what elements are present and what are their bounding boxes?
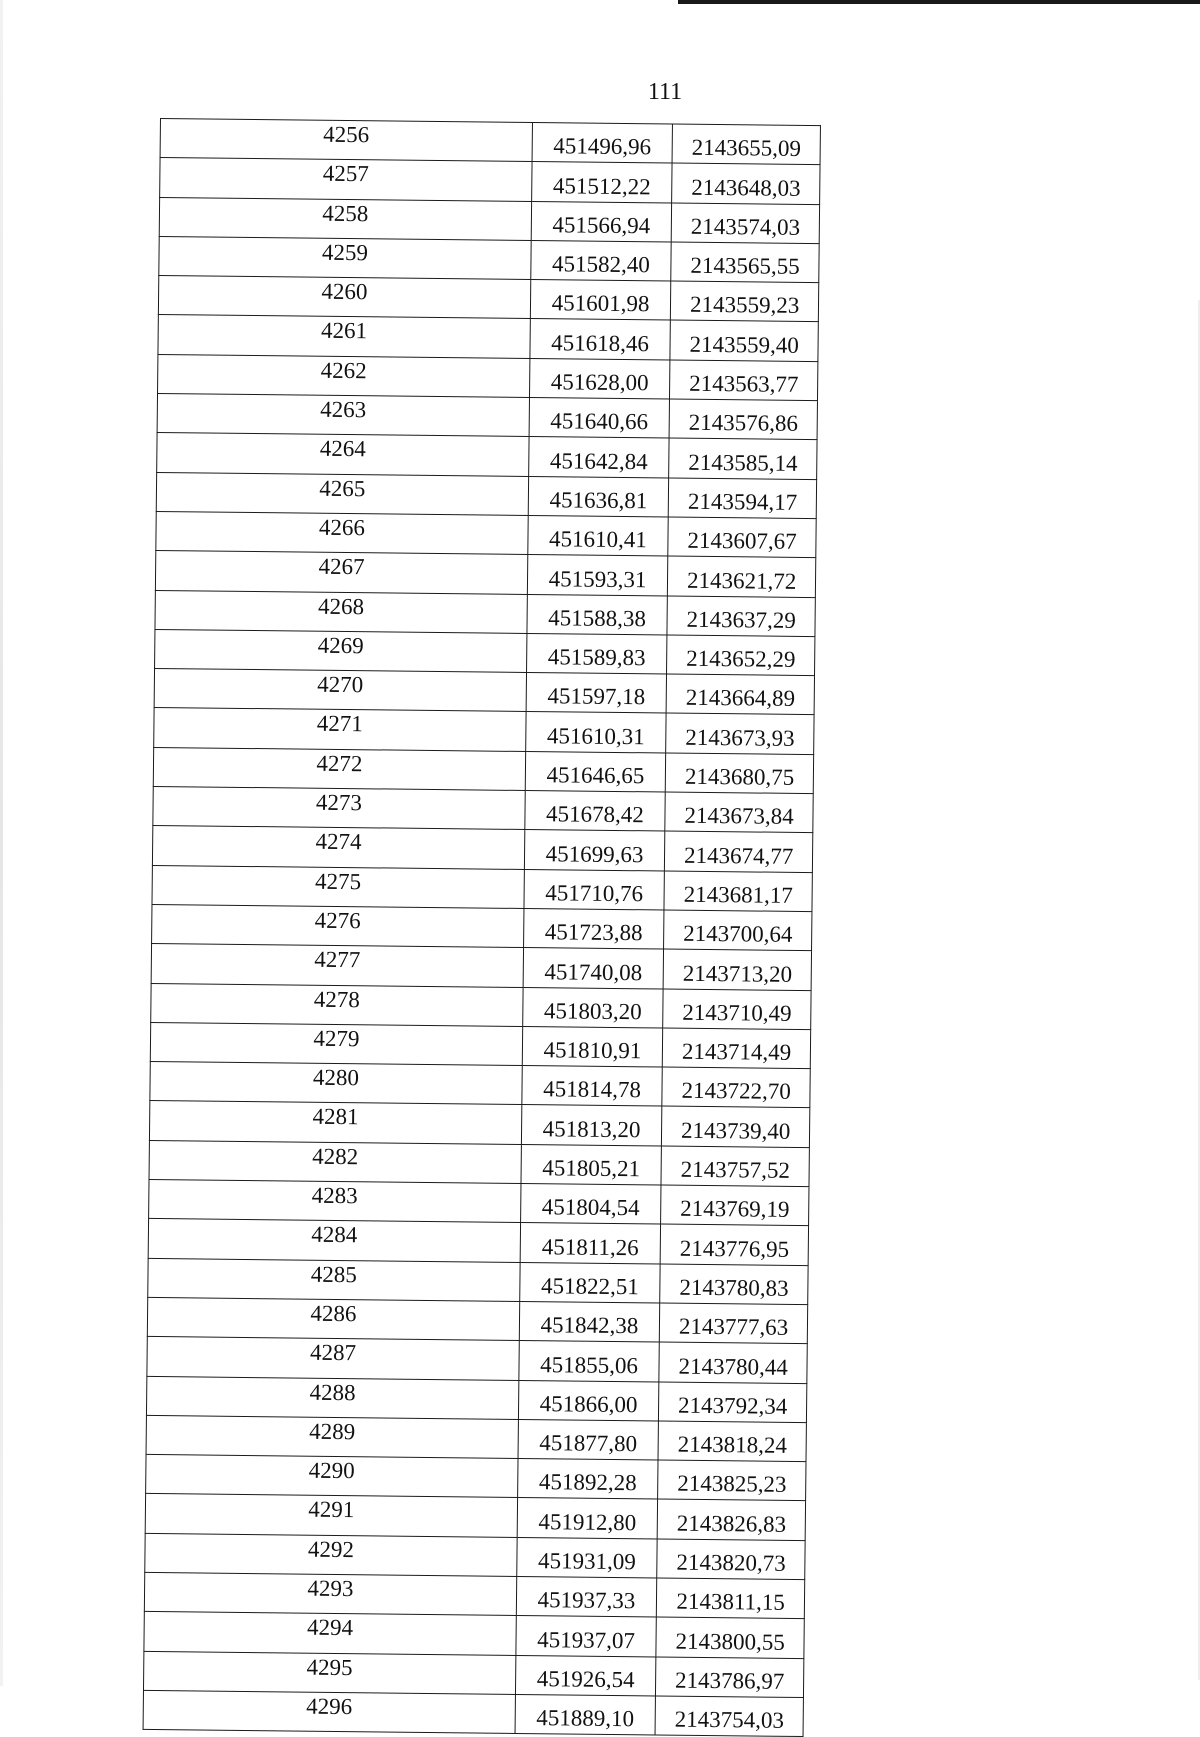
x-coordinate-cell: 451723,88 (523, 908, 664, 949)
x-coordinate-cell: 451566,94 (531, 201, 672, 242)
x-coordinate-cell: 451805,21 (521, 1144, 662, 1185)
y-coordinate-cell: 2143714,49 (663, 1028, 811, 1069)
point-number-cell: 4270 (154, 669, 526, 712)
x-coordinate-cell: 451822,51 (519, 1262, 660, 1303)
point-number-cell: 4295 (143, 1651, 515, 1694)
x-coordinate-cell: 451937,33 (516, 1576, 657, 1617)
y-coordinate-cell: 2143637,29 (667, 596, 815, 637)
point-number-cell: 4292 (145, 1533, 517, 1576)
point-number-cell: 4285 (148, 1258, 520, 1301)
y-coordinate-cell: 2143655,09 (672, 124, 820, 165)
y-coordinate-cell: 2143673,84 (665, 792, 813, 833)
x-coordinate-cell: 451636,81 (528, 476, 669, 517)
y-coordinate-cell: 2143820,73 (657, 1539, 805, 1580)
x-coordinate-cell: 451740,08 (523, 948, 664, 989)
x-coordinate-cell: 451496,96 (532, 123, 673, 164)
coordinates-table-body (143, 119, 820, 1737)
page-number: 111 (647, 79, 683, 105)
x-coordinate-cell: 451597,18 (526, 673, 667, 714)
y-coordinate-cell: 2143825,23 (658, 1460, 806, 1501)
point-number-cell: 4262 (158, 354, 530, 397)
x-coordinate-cell: 451937,07 (516, 1616, 657, 1657)
x-coordinate-cell: 451646,65 (525, 751, 666, 792)
y-coordinate-cell: 2143777,63 (660, 1303, 808, 1344)
point-number-cell: 4282 (149, 1140, 521, 1183)
y-coordinate-cell: 2143565,55 (671, 242, 819, 283)
y-coordinate-cell: 2143780,83 (660, 1264, 808, 1305)
y-coordinate-cell: 2143574,03 (671, 203, 819, 244)
point-number-cell: 4289 (146, 1415, 518, 1458)
point-number-cell: 4275 (152, 865, 524, 908)
y-coordinate-cell: 2143621,72 (668, 556, 816, 597)
point-number-cell: 4283 (149, 1179, 521, 1222)
y-coordinate-cell: 2143754,03 (655, 1696, 803, 1737)
x-coordinate-cell: 451813,20 (521, 1105, 662, 1146)
x-coordinate-cell: 451889,10 (515, 1694, 656, 1735)
point-number-cell: 4271 (154, 708, 526, 751)
point-number-cell: 4274 (152, 826, 524, 869)
y-coordinate-cell: 2143818,24 (658, 1421, 806, 1462)
point-number-cell: 4287 (147, 1337, 519, 1380)
x-coordinate-cell: 451866,00 (518, 1380, 659, 1421)
y-coordinate-cell: 2143594,17 (669, 478, 817, 519)
point-number-cell: 4290 (146, 1455, 518, 1498)
point-number-cell: 4291 (145, 1494, 517, 1537)
x-coordinate-cell: 451710,76 (524, 869, 665, 910)
point-number-cell: 4263 (157, 394, 529, 437)
point-number-cell: 4268 (155, 590, 527, 633)
point-number-cell: 4269 (155, 629, 527, 672)
point-number-cell: 4267 (155, 551, 527, 594)
y-coordinate-cell: 2143674,77 (665, 831, 813, 872)
point-number-cell: 4265 (156, 472, 528, 515)
y-coordinate-cell: 2143792,34 (659, 1381, 807, 1422)
point-number-cell: 4257 (160, 158, 532, 201)
x-coordinate-cell: 451582,40 (531, 240, 672, 281)
y-coordinate-cell: 2143757,52 (661, 1146, 809, 1187)
y-coordinate-cell: 2143607,67 (668, 517, 816, 558)
y-coordinate-cell: 2143800,55 (656, 1617, 804, 1658)
point-number-cell: 4273 (153, 787, 525, 830)
y-coordinate-cell: 2143559,40 (670, 321, 818, 362)
y-coordinate-cell: 2143722,70 (662, 1067, 810, 1108)
y-coordinate-cell: 2143652,29 (667, 635, 815, 676)
x-coordinate-cell: 451877,80 (518, 1419, 659, 1460)
y-coordinate-cell: 2143826,83 (657, 1499, 805, 1540)
y-coordinate-cell: 2143710,49 (663, 989, 811, 1030)
y-coordinate-cell: 2143563,77 (670, 360, 818, 401)
point-number-cell: 4259 (159, 236, 531, 279)
x-coordinate-cell: 451601,98 (530, 280, 671, 321)
x-coordinate-cell: 451912,80 (517, 1498, 658, 1539)
point-number-cell: 4293 (144, 1572, 516, 1615)
y-coordinate-cell: 2143648,03 (672, 163, 820, 204)
x-coordinate-cell: 451642,84 (528, 437, 669, 478)
point-number-cell: 4256 (160, 119, 532, 162)
x-coordinate-cell: 451810,91 (522, 1026, 663, 1067)
x-coordinate-cell: 451931,09 (516, 1537, 657, 1578)
x-coordinate-cell: 451610,31 (525, 712, 666, 753)
point-number-cell: 4272 (153, 747, 525, 790)
x-coordinate-cell: 451593,31 (527, 555, 668, 596)
y-coordinate-cell: 2143739,40 (662, 1106, 810, 1147)
x-coordinate-cell: 451588,38 (527, 594, 668, 635)
header-rule (678, 0, 1200, 4)
point-number-cell: 4296 (143, 1690, 515, 1733)
x-coordinate-cell: 451926,54 (515, 1655, 656, 1696)
x-coordinate-cell: 451618,46 (530, 319, 671, 360)
y-coordinate-cell: 2143673,93 (666, 713, 814, 754)
y-coordinate-cell: 2143585,14 (669, 438, 817, 479)
x-coordinate-cell: 451678,42 (525, 791, 666, 832)
scan-edge-left (0, 0, 3, 1686)
x-coordinate-cell: 451842,38 (519, 1301, 660, 1342)
y-coordinate-cell: 2143700,64 (664, 910, 812, 951)
point-number-cell: 4281 (149, 1101, 521, 1144)
point-number-cell: 4276 (152, 904, 524, 947)
coordinates-table (143, 118, 821, 1737)
point-number-cell: 4278 (151, 983, 523, 1026)
y-coordinate-cell: 2143769,19 (661, 1185, 809, 1226)
y-coordinate-cell: 2143811,15 (657, 1578, 805, 1619)
point-number-cell: 4280 (150, 1062, 522, 1105)
point-number-cell: 4266 (156, 511, 528, 554)
point-number-cell: 4260 (158, 276, 530, 319)
table-row (143, 1690, 803, 1736)
y-coordinate-cell: 2143713,20 (663, 949, 811, 990)
x-coordinate-cell: 451512,22 (531, 162, 672, 203)
point-number-cell: 4286 (147, 1297, 519, 1340)
y-coordinate-cell: 2143786,97 (656, 1657, 804, 1698)
y-coordinate-cell: 2143576,86 (669, 399, 817, 440)
point-number-cell: 4264 (157, 433, 529, 476)
x-coordinate-cell: 451640,66 (529, 398, 670, 439)
y-coordinate-cell: 2143680,75 (666, 753, 814, 794)
point-number-cell: 4279 (150, 1022, 522, 1065)
y-coordinate-cell: 2143776,95 (660, 1224, 808, 1265)
x-coordinate-cell: 451699,63 (524, 830, 665, 871)
x-coordinate-cell: 451811,26 (520, 1223, 661, 1264)
x-coordinate-cell: 451803,20 (522, 987, 663, 1028)
x-coordinate-cell: 451804,54 (520, 1183, 661, 1224)
point-number-cell: 4261 (158, 315, 530, 358)
x-coordinate-cell: 451628,00 (529, 358, 670, 399)
x-coordinate-cell: 451892,28 (517, 1459, 658, 1500)
point-number-cell: 4284 (148, 1219, 520, 1262)
x-coordinate-cell: 451814,78 (522, 1066, 663, 1107)
x-coordinate-cell: 451855,06 (519, 1341, 660, 1382)
x-coordinate-cell: 451610,41 (528, 515, 669, 556)
point-number-cell: 4294 (144, 1612, 516, 1655)
y-coordinate-cell: 2143681,17 (664, 871, 812, 912)
point-number-cell: 4258 (159, 197, 531, 240)
x-coordinate-cell: 451589,83 (526, 633, 667, 674)
point-number-cell: 4277 (151, 944, 523, 987)
y-coordinate-cell: 2143559,23 (671, 281, 819, 322)
y-coordinate-cell: 2143664,89 (666, 674, 814, 715)
point-number-cell: 4288 (146, 1376, 518, 1419)
y-coordinate-cell: 2143780,44 (659, 1342, 807, 1383)
